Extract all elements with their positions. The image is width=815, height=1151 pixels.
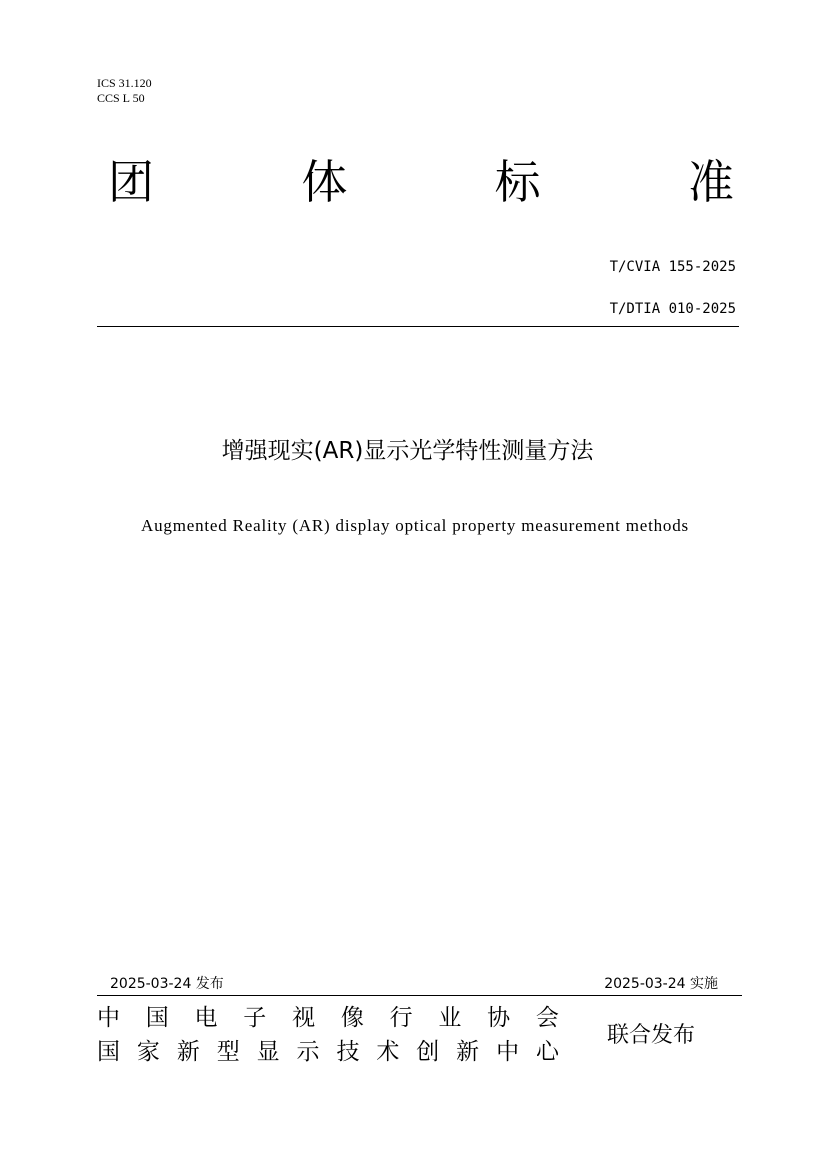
standard-type-heading xyxy=(108,150,734,214)
standard-number-secondary: T/DTIA 010-2025 xyxy=(609,301,736,317)
org-char: 视 xyxy=(292,1005,316,1031)
standard-number-primary: T/CVIA 155-2025 xyxy=(609,259,736,275)
header-divider xyxy=(97,326,739,327)
publisher-org-1 xyxy=(97,1003,559,1033)
standard-type-char: 准 xyxy=(687,155,734,209)
title-english: Augmented Reality (AR) display optical property measurement methods xyxy=(141,516,689,535)
org-char: 中 xyxy=(97,1005,120,1031)
org-char: 示 xyxy=(296,1039,320,1065)
implement-date: 2025-03-24 实施 xyxy=(604,976,718,992)
classification-codes xyxy=(97,76,152,106)
org-char: 新 xyxy=(176,1039,200,1065)
ccs-code: CCS L 50 xyxy=(97,91,145,105)
org-char: 中 xyxy=(496,1039,520,1065)
org-char: 技 xyxy=(336,1039,360,1065)
org-char: 像 xyxy=(340,1005,364,1031)
standard-type-char: 体 xyxy=(301,155,348,209)
org-char: 创 xyxy=(416,1039,440,1065)
org-char: 业 xyxy=(438,1005,462,1031)
org-char: 家 xyxy=(136,1039,160,1065)
footer-divider xyxy=(97,995,742,996)
joint-publish-label: 联合发布 xyxy=(607,1023,696,1048)
org-char: 会 xyxy=(535,1005,559,1031)
ics-code: ICS 31.120 xyxy=(97,76,152,90)
org-char: 心 xyxy=(535,1039,559,1065)
publish-date: 2025-03-24 发布 xyxy=(110,976,224,992)
publisher-org-2 xyxy=(97,1037,559,1067)
org-char: 行 xyxy=(389,1005,413,1031)
org-char: 国 xyxy=(97,1039,120,1065)
org-char: 电 xyxy=(194,1005,218,1031)
org-char: 术 xyxy=(376,1039,400,1065)
org-char: 显 xyxy=(256,1039,280,1065)
org-char: 协 xyxy=(487,1005,511,1031)
org-char: 国 xyxy=(145,1005,169,1031)
title-chinese: 增强现实(AR)显示光学特性测量方法 xyxy=(221,438,594,464)
standard-type-char: 团 xyxy=(108,155,154,209)
org-char: 新 xyxy=(456,1039,480,1065)
org-char: 型 xyxy=(216,1039,240,1065)
standard-type-char: 标 xyxy=(494,155,541,209)
org-char: 子 xyxy=(243,1005,267,1031)
